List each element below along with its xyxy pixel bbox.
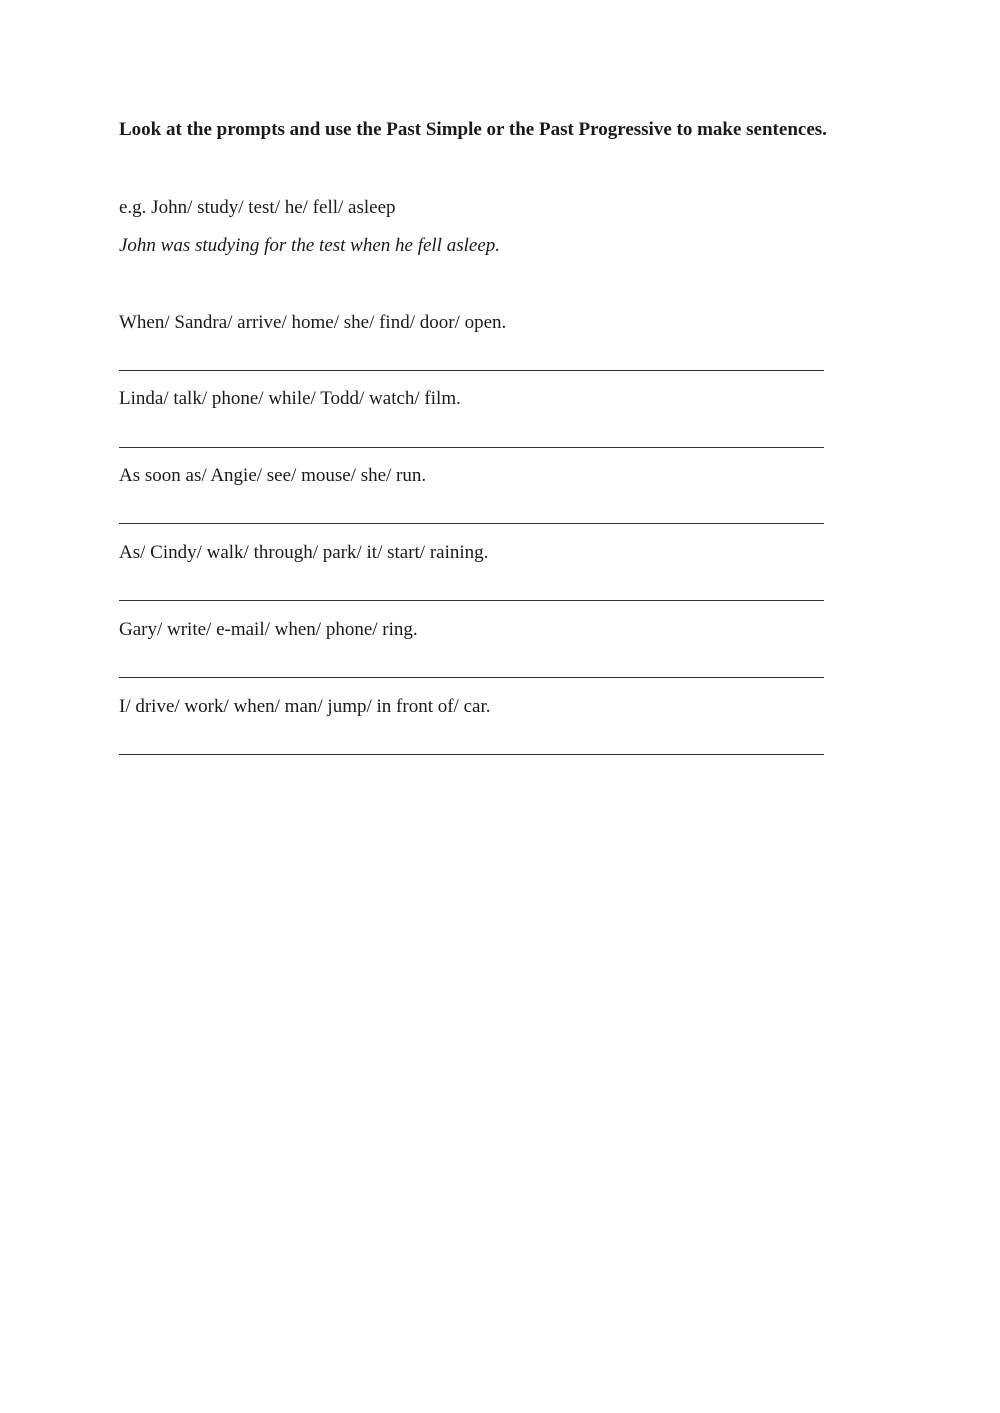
answer-line-4[interactable] — [119, 600, 824, 601]
example-prompt: e.g. John/ study/ test/ he/ fell/ asleep — [119, 197, 396, 218]
instruction-heading: Look at the prompts and use the Past Simple or the Past Progressive to make sentences. — [119, 119, 827, 140]
answer-line-1[interactable] — [119, 370, 824, 371]
answer-line-2[interactable] — [119, 447, 824, 448]
example-answer: John was studying for the test when he fell asleep. — [119, 235, 501, 256]
exercise-prompt-5: Gary/ write/ e-mail/ when/ phone/ ring. — [119, 619, 418, 640]
exercise-prompt-3: As soon as/ Angie/ see/ mouse/ she/ run. — [119, 465, 427, 486]
answer-line-3[interactable] — [119, 523, 824, 524]
answer-line-5[interactable] — [119, 677, 824, 678]
exercise-prompt-2: Linda/ talk/ phone/ while/ Todd/ watch/ film. — [119, 388, 461, 409]
exercise-prompt-1: When/ Sandra/ arrive/ home/ she/ find/ door/ open. — [119, 312, 507, 333]
exercise-prompt-4: As/ Cindy/ walk/ through/ park/ it/ start/ raining. — [119, 542, 489, 563]
answer-line-6[interactable] — [119, 754, 824, 755]
exercise-prompt-6: I/ drive/ work/ when/ man/ jump/ in front of/ car. — [119, 696, 491, 717]
